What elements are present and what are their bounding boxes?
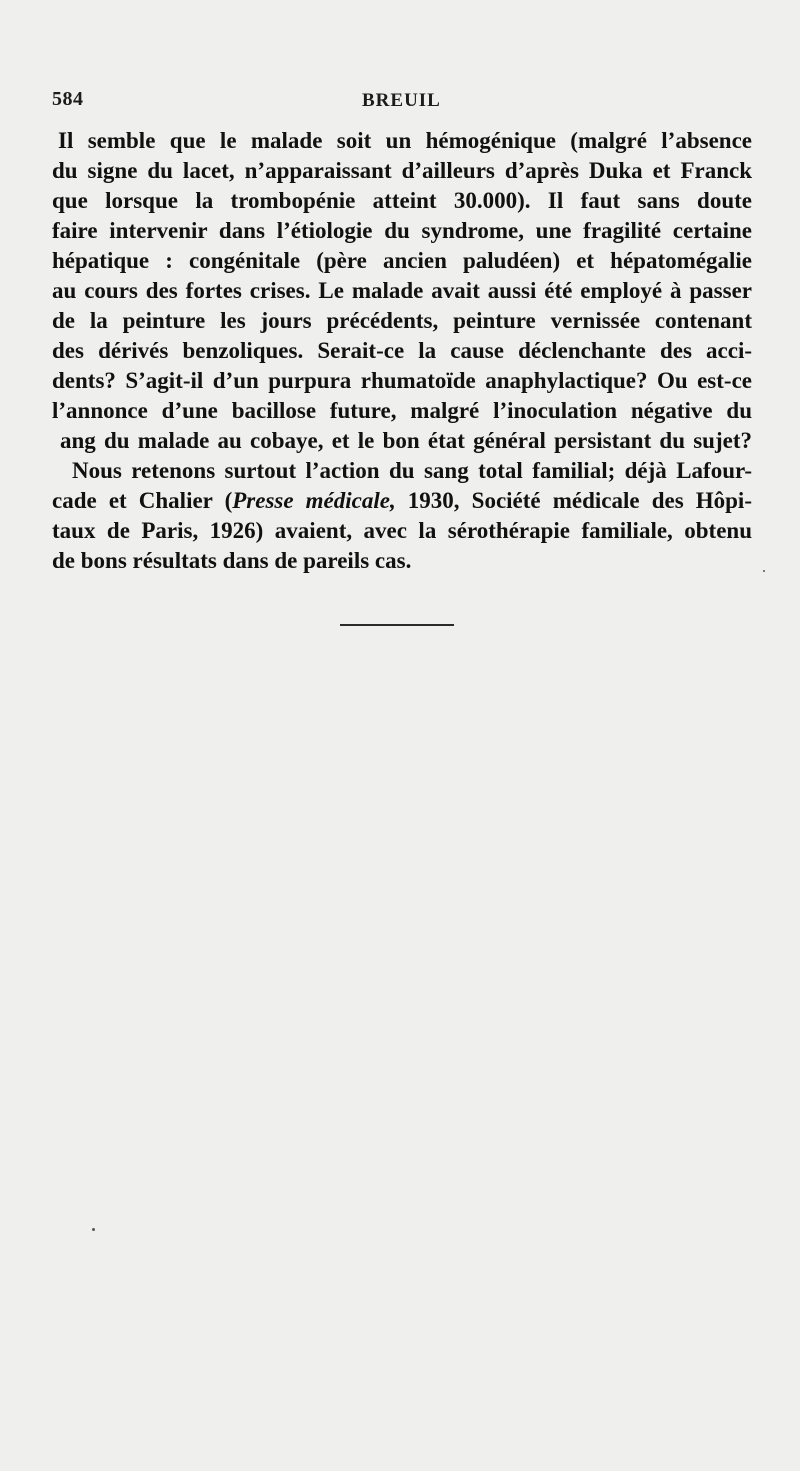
running-head: BREUIL xyxy=(362,90,441,111)
text-line-1: Il semble que le malade soit un hémogénique (malgré l’absence xyxy=(58,128,752,153)
text-line-14: taux de Paris, 1926) avaient, avec la sérothérapie familiale, obtenu xyxy=(52,518,752,543)
text-line-13-start: cade et Chalier ( xyxy=(52,488,233,513)
section-divider xyxy=(340,624,454,626)
paper-speck xyxy=(763,570,765,572)
text-line-3: que lorsque la trombopénie atteint 30.000). Il faut sans doute xyxy=(52,188,752,213)
body-text xyxy=(52,126,752,576)
text-line-7: de la peinture les jours précédents, peinture vernissée contenant xyxy=(52,308,752,333)
text-line-8: des dérivés benzoliques. Serait-ce la cause déclenchante des acci- xyxy=(52,338,752,363)
text-line-4: faire intervenir dans l’étiologie du syndrome, une fragilité certaine xyxy=(52,218,752,243)
journal-title: Presse médicale, xyxy=(232,488,396,513)
text-line-10: l’annonce d’une bacillose future, malgré l’inoculation négative du xyxy=(52,398,752,423)
text-line-13-end: 1930, Société médicale des Hôpi- xyxy=(395,488,752,513)
text-line-11: ang du malade au cobaye, et le bon état général persistant du sujet? xyxy=(60,428,752,453)
text-line-12: Nous retenons surtout l’action du sang total familial; déjà Lafour- xyxy=(72,458,752,483)
page-number: 584 xyxy=(52,88,84,110)
text-line-2: du signe du lacet, n’apparaissant d’ailleurs d’après Duka et Franck xyxy=(52,158,752,183)
text-line-13 xyxy=(52,486,752,516)
page-header xyxy=(52,84,752,114)
text-line-5: hépatique : congénitale (père ancien paludéen) et hépatomégalie xyxy=(52,248,752,273)
text-line-15: de bons résultats dans de pareils cas. xyxy=(52,548,412,573)
text-line-6: au cours des fortes crises. Le malade avait aussi été employé à passer xyxy=(52,278,752,303)
text-line-9: dents? S’agit-il d’un purpura rhumatoïde anaphylactique? Ou est-ce xyxy=(52,368,752,393)
paper-speck xyxy=(92,1228,95,1231)
